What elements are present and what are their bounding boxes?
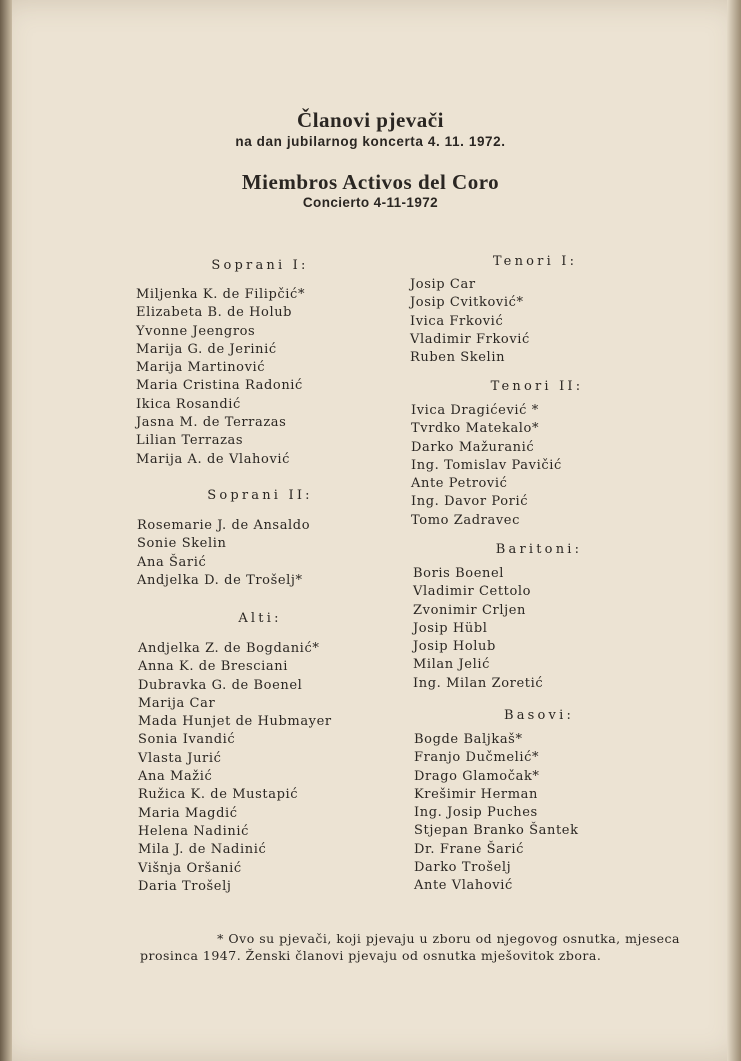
member-name: Maria Magdić [138,805,238,821]
member-name: Helena Nadinić [138,823,249,839]
member-name: Franjo Dučmelić* [414,750,540,766]
member-name: Josip Holub [413,639,496,655]
member-list-soprani-2 [137,517,310,590]
section-heading-soprani-1: Soprani I: [211,258,309,273]
member-name: Vlasta Jurić [138,750,222,766]
member-name: Drago Glamočak* [414,768,540,784]
member-name: Tomo Zadravec [411,512,520,528]
member-name: Rosemarie J. de Ansaldo [137,518,311,533]
member-name: Miljenka K. de Filipčić* [136,287,306,302]
section-heading-basovi: Basovi: [503,708,575,723]
member-name: Ružica K. de Mustapić [138,787,299,803]
member-name: Yvonne Jeengros [136,323,256,339]
member-name: Josip Car [410,277,476,292]
member-name: Ikica Rosandić [136,396,241,412]
member-name: Dr. Frane Šarić [414,841,524,857]
member-name: Marija Car [138,695,216,711]
member-name: Josip Hübl [413,620,488,636]
member-name: Ana Mažić [138,769,213,785]
title-croatian: Članovi pjevači [297,108,444,132]
member-name: Andjelka D. de Trošelj* [137,572,303,588]
member-name: Ing. Milan Zoretić [413,675,544,691]
member-name: Maria Cristina Radonić [136,378,303,394]
title-spanish: Miembros Activos del Coro [241,170,500,194]
member-name: Daria Trošelj [138,878,232,894]
subtitle-croatian: na dan jubilarnog koncerta 4. 11. 1972. [235,134,506,149]
member-name: Marija A. de Vlahović [136,451,291,467]
member-name: Andjelka Z. de Bogdanić* [138,641,320,656]
member-name: Vladimir Frković [410,331,530,347]
member-list-baritoni [413,565,543,693]
member-name: Zvonimir Crljen [413,602,526,618]
section-heading-tenori-2: Tenori II: [490,379,584,394]
member-name: Ana Šarić [137,554,207,570]
member-name: Ante Vlahović [414,878,513,894]
member-name: Milan Jelić [413,657,490,673]
member-name: Jasna M. de Terrazas [136,415,287,431]
page-binding-edge [0,0,12,1061]
member-name: Ivica Frković [410,313,504,329]
member-name: Stjepan Branko Šantek [414,823,579,839]
member-list-alti [138,640,332,896]
member-name: Boris Boenel [413,566,505,581]
member-name: Tvrdko Matekalo* [411,421,540,437]
member-name: Josip Cvitković* [410,295,524,311]
section-heading-soprani-2: Soprani II: [207,488,313,503]
member-name: Darko Mažuranić [411,439,535,455]
member-name: Lilian Terrazas [136,433,244,449]
member-name: Elizabeta B. de Holub [136,305,293,321]
footnote [140,930,680,964]
section-heading-baritoni: Baritoni: [495,542,583,557]
member-name: Mila J. de Nadinić [138,842,267,858]
section-heading-tenori-1: Tenori I: [492,254,578,269]
member-name: Dubravka G. de Boenel [138,677,303,693]
member-name: Darko Trošelj [414,860,512,876]
member-name: Višnja Oršanić [138,860,242,876]
member-name: Sonie Skelin [137,536,227,552]
page-right-edge [727,0,741,1061]
member-name: Marija G. de Jerinić [136,341,277,357]
member-name: Ruben Skelin [410,350,506,366]
member-list-soprani-1 [136,286,305,469]
member-name: Ing. Davor Porić [411,494,529,510]
member-list-tenori-1 [410,276,530,367]
member-list-tenori-2 [411,402,562,530]
member-name: Ante Petrović [411,476,508,492]
member-name: Sonia Ivandić [138,732,236,748]
member-name: Krešimir Herman [414,786,538,802]
subtitle-spanish: Concierto 4-11-1972 [302,195,439,210]
member-list-basovi [414,731,579,896]
footnote-line-1: * Ovo su pjevači, koji pjevaju u zboru od njegovog osnutka, mjeseca [217,931,680,946]
member-name: Bogde Baljkaš* [414,732,523,747]
member-name: Mada Hunjet de Hubmayer [138,714,332,730]
member-name: Anna K. de Bresciani [138,659,288,675]
member-name: Ing. Josip Puches [414,805,538,821]
member-name: Vladimir Cettolo [413,584,532,600]
section-heading-alti: Alti: [238,611,282,626]
member-name: Marija Martinović [136,360,266,376]
member-name: Ivica Dragićević * [411,403,539,418]
footnote-line-2: prosinca 1947. Ženski članovi pjevaju od osnutka mješovitok zbora. [140,948,602,963]
member-name: Ing. Tomislav Pavičić [411,457,562,473]
